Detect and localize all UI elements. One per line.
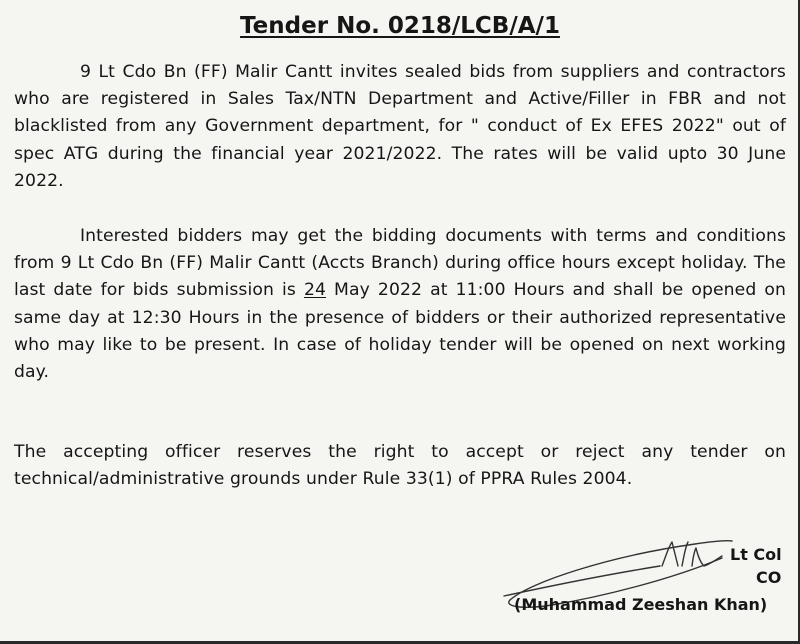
bidding-deadline-text: May 2022 at 11:00 Hours and shall be opened on same day at 12:30 Hours in the presence of bidders or their authorized representative who may like to be present. In case of holiday tender will be opened on next working day. — [14, 280, 786, 383]
handwritten-signature — [490, 520, 790, 640]
paragraph-bidding-documents — [14, 223, 786, 386]
bidding-documents-text: Interested bidders may get the bidding documents with terms and conditions from 9 Lt Cdo Bn (FF) Malir Cantt (Accts Branch) during office hours except holiday. The last date for bids submission is — [14, 226, 786, 301]
submission-day: 24 — [303, 280, 327, 301]
tender-title-text: Tender No. 0218/LCB/A/1 — [240, 13, 560, 39]
signatory-appointment: CO — [756, 568, 782, 587]
signatory-name: (Muhammad Zeeshan Khan) — [514, 595, 768, 614]
signatory-rank: Lt Col — [730, 545, 782, 564]
paragraph-rights-reserved: The accepting officer reserves the right to accept or reject any tender on technical/administrative grounds under Rule 33(1) of PPRA Rules 2004. — [14, 442, 786, 490]
paragraph-invitation: 9 Lt Cdo Bn (FF) Malir Cantt invites sealed bids from suppliers and contractors who are registered in Sales Tax/NTN Department and Active/Filler in FBR and not blacklisted from any Government department, for " conduct of Ex EFES 2022" out of spec ATG during the financial year 2021/2022. The rates will be valid upto 30 June 2022. — [14, 62, 786, 191]
signature-block — [490, 520, 790, 640]
tender-title — [0, 12, 800, 40]
